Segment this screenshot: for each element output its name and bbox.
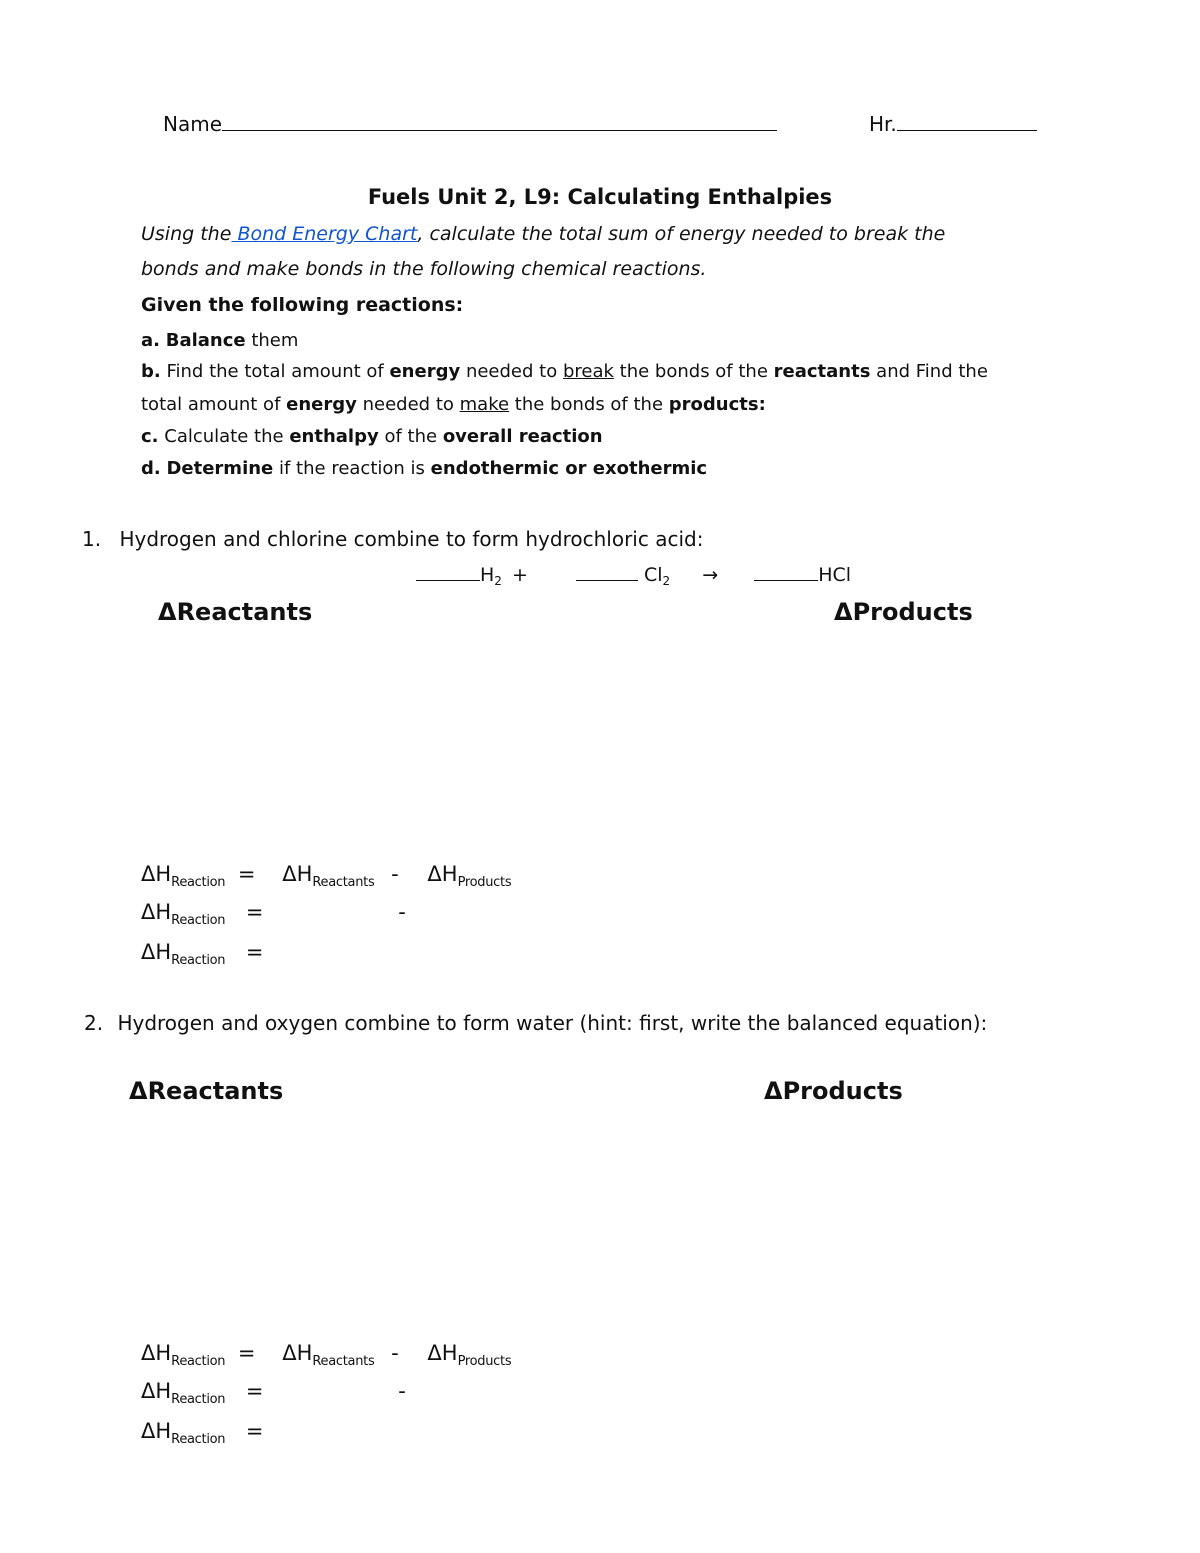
step-d	[141, 458, 707, 479]
q1-products-heading: ΔProducts	[834, 598, 973, 626]
step-text: and Find the	[876, 361, 988, 382]
delta-h: ΔH	[141, 900, 172, 924]
subscript-reactants: Reactants	[312, 875, 375, 890]
step-keyword: Determine	[166, 458, 274, 479]
intro-text: Using the	[141, 223, 232, 245]
step-text: of the	[384, 426, 438, 447]
coefficient-blank-cl2[interactable]	[576, 580, 638, 581]
step-keyword: products:	[668, 394, 766, 415]
step-text: the bonds of the	[619, 361, 768, 382]
question-1	[82, 527, 703, 551]
step-text: Calculate the	[164, 426, 284, 447]
name-field[interactable]	[163, 112, 777, 136]
delta-h: ΔH	[282, 1341, 313, 1365]
step-letter: a.	[141, 330, 160, 351]
q2-equation-row-3	[141, 1419, 264, 1447]
question-text: Hydrogen and oxygen combine to form water (hint: first, write the balanced equation):	[117, 1011, 988, 1035]
step-keyword: energy	[389, 361, 461, 382]
q1-equation	[416, 564, 851, 588]
hour-label: Hr.	[869, 112, 897, 136]
step-text: if the reaction is	[279, 458, 425, 479]
equals-sign: =	[245, 1419, 264, 1443]
step-text: total amount of	[141, 394, 281, 415]
step-a	[141, 330, 298, 351]
q1-reactants-heading: ΔReactants	[158, 598, 313, 626]
hour-field[interactable]	[869, 112, 1037, 136]
bond-energy-chart-link[interactable]: Bond Energy Chart	[231, 223, 418, 245]
step-c	[141, 426, 603, 447]
delta-h: ΔH	[427, 862, 458, 886]
equals-sign: =	[237, 862, 256, 886]
subscript-reactants: Reactants	[312, 1354, 375, 1369]
q2-equation-row-2	[141, 1379, 406, 1407]
page-title: Fuels Unit 2, L9: Calculating Enthalpies	[367, 185, 833, 209]
step-b-continued	[141, 394, 766, 415]
minus-sign: -	[391, 862, 399, 886]
subscript-reaction: Reaction	[171, 875, 226, 890]
minus-sign: -	[398, 1379, 406, 1403]
step-keyword: Balance	[165, 330, 246, 351]
question-2	[84, 1011, 987, 1035]
q2-reactants-heading: ΔReactants	[129, 1077, 284, 1105]
q2-equation-row-1	[141, 1341, 511, 1369]
question-number: 2.	[84, 1011, 104, 1035]
q1-equation-row-3	[141, 940, 264, 968]
coefficient-blank-hcl[interactable]	[754, 580, 818, 581]
step-letter: b.	[141, 361, 161, 382]
step-letter: c.	[141, 426, 159, 447]
subscript-products: Products	[457, 1354, 512, 1369]
equals-sign: =	[237, 1341, 256, 1365]
subscript-reaction: Reaction	[171, 1432, 226, 1447]
step-keyword: overall reaction	[442, 426, 603, 447]
subscript-products: Products	[457, 875, 512, 890]
delta-h: ΔH	[141, 940, 172, 964]
plus-sign: +	[511, 564, 528, 586]
subscript-reaction: Reaction	[171, 1392, 226, 1407]
equals-sign: =	[245, 900, 264, 924]
step-b	[141, 361, 988, 382]
step-text: Find the total amount of	[166, 361, 384, 382]
delta-h: ΔH	[427, 1341, 458, 1365]
subscript-reaction: Reaction	[171, 913, 226, 928]
step-text: the bonds of the	[514, 394, 664, 415]
intro-text-2: , calculate the total sum of energy needed to break the	[417, 223, 946, 245]
formula-hcl: HCl	[818, 564, 852, 586]
step-text: needed to	[362, 394, 454, 415]
step-underlined: make	[459, 394, 510, 415]
delta-h: ΔH	[141, 1379, 172, 1403]
question-text: Hydrogen and chlorine combine to form hydrochloric acid:	[119, 527, 704, 551]
step-keyword: enthalpy	[289, 426, 379, 447]
intro-line-2: bonds and make bonds in the following chemical reactions.	[141, 258, 707, 280]
delta-h: ΔH	[141, 1341, 172, 1365]
delta-h: ΔH	[141, 1419, 172, 1443]
subscript: 2	[494, 574, 502, 588]
name-label: Name	[163, 112, 223, 136]
step-keyword: endothermic or exothermic	[430, 458, 708, 479]
question-number: 1.	[82, 527, 102, 551]
subscript-reaction: Reaction	[171, 953, 226, 968]
step-keyword: reactants	[773, 361, 871, 382]
minus-sign: -	[398, 900, 406, 924]
subscript-reaction: Reaction	[171, 1354, 226, 1369]
equals-sign: =	[245, 1379, 264, 1403]
q1-equation-row-1	[141, 862, 511, 890]
name-blank[interactable]	[222, 130, 777, 131]
step-text: needed to	[465, 361, 558, 382]
reaction-arrow-icon: →	[702, 564, 719, 586]
hour-blank[interactable]	[897, 130, 1037, 131]
coefficient-blank-h2[interactable]	[416, 580, 480, 581]
step-letter: d.	[141, 458, 161, 479]
formula-h2: H	[480, 564, 495, 586]
minus-sign: -	[391, 1341, 399, 1365]
step-text: them	[251, 330, 299, 351]
q2-products-heading: ΔProducts	[764, 1077, 903, 1105]
subscript: 2	[662, 574, 671, 588]
delta-h: ΔH	[282, 862, 313, 886]
formula-cl2: Cl	[644, 564, 663, 586]
step-underlined: break	[562, 361, 614, 382]
step-keyword: energy	[286, 394, 357, 415]
equals-sign: =	[245, 940, 264, 964]
delta-h: ΔH	[141, 862, 172, 886]
given-heading: Given the following reactions:	[141, 294, 464, 316]
q1-equation-row-2	[141, 900, 406, 928]
intro-line-1	[141, 223, 945, 245]
